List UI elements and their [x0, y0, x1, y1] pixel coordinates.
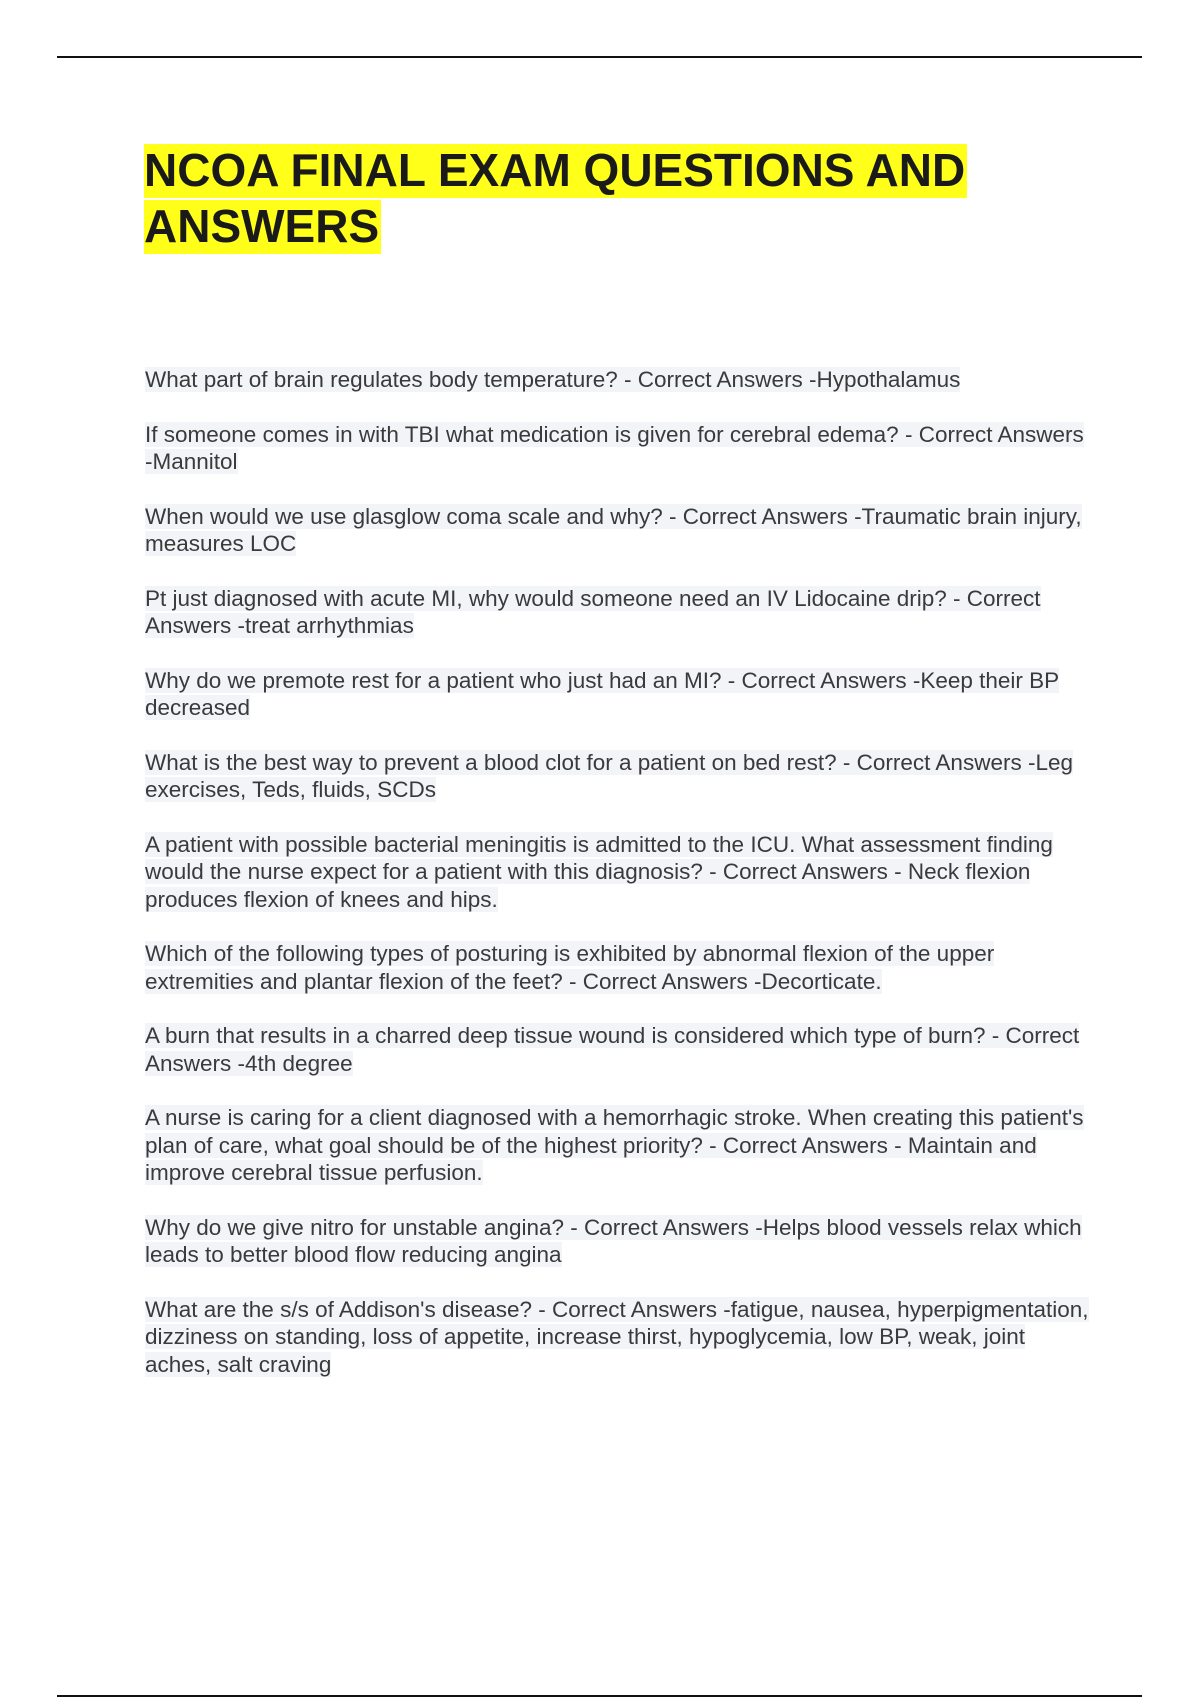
qa-text: A nurse is caring for a client diagnosed with a hemorrhagic stroke. When creating this patient's plan of care, what goal should be of the highest priority? - Correct Answers - Maintain and improve cerebral tissue perfusion.	[145, 1105, 1084, 1185]
qa-item	[145, 940, 1090, 995]
qa-text: Pt just diagnosed with acute MI, why would someone need an IV Lidocaine drip? - Correct Answers -treat arrhythmias	[145, 585, 1041, 638]
qa-item	[145, 366, 1090, 394]
qa-item	[145, 1104, 1090, 1187]
qa-item	[145, 1214, 1090, 1269]
qa-item	[145, 503, 1090, 558]
qa-text: Why do we premote rest for a patient who just had an MI? - Correct Answers -Keep their BP decreased	[145, 667, 1060, 720]
qa-text: What are the s/s of Addison's disease? - Correct Answers -fatigue, nausea, hyperpigmentation, dizziness on standing, loss of appetite, increase thirst, hypoglycemia, low BP, weak, joint aches, salt craving	[145, 1296, 1089, 1377]
qa-item	[145, 585, 1090, 640]
qa-text: Why do we give nitro for unstable angina? - Correct Answers -Helps blood vessels relax which leads to better blood flow reducing angina	[145, 1214, 1082, 1267]
top-rule	[57, 56, 1142, 58]
qa-text: A burn that results in a charred deep tissue wound is considered which type of burn? - Correct Answers -4th degree	[145, 1023, 1080, 1076]
qa-text: If someone comes in with TBI what medication is given for cerebral edema? - Correct Answers -Mannitol	[145, 421, 1084, 474]
qa-text: What is the best way to prevent a blood clot for a patient on bed rest? - Correct Answers -Leg exercises, Teds, fluids, SCDs	[145, 749, 1073, 802]
qa-text: When would we use glasglow coma scale and why? - Correct Answers -Traumatic brain injury, measures LOC	[145, 503, 1082, 556]
qa-item	[145, 749, 1090, 804]
qa-item	[145, 421, 1090, 476]
qa-item	[145, 1022, 1090, 1077]
bottom-rule	[57, 1695, 1142, 1697]
qa-item	[145, 1296, 1090, 1379]
qa-list	[145, 366, 1090, 1405]
title-block	[144, 142, 1044, 254]
qa-text: What part of brain regulates body temperature? - Correct Answers -Hypothalamus	[145, 367, 961, 392]
qa-item	[145, 831, 1090, 914]
qa-text: Which of the following types of posturing is exhibited by abnormal flexion of the upper extremities and plantar flexion of the feet? - Correct Answers -Decorticate.	[145, 941, 995, 994]
page-title-text: NCOA FINAL EXAM QUESTIONS AND ANSWERS	[144, 144, 966, 252]
page-title	[144, 142, 1044, 254]
qa-item	[145, 667, 1090, 722]
qa-text: A patient with possible bacterial meningitis is admitted to the ICU. What assessment finding would the nurse expect for a patient with this diagnosis? - Correct Answers - Neck flexion produces flexion of knees and hips.	[145, 831, 1053, 912]
